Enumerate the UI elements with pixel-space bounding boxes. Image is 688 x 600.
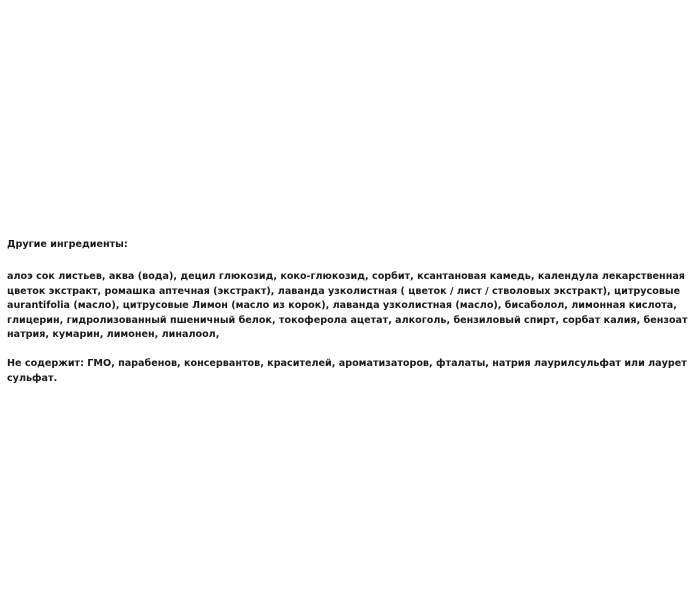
other-ingredients-heading: Другие ингредиенты: xyxy=(7,239,128,250)
ingredients-paragraph xyxy=(7,270,688,343)
free-from-line: сульфат. xyxy=(7,372,58,384)
free-from-paragraph xyxy=(7,357,687,386)
ingredients-line: цветок экстракт, ромашка аптечная (экстракт), лаванда узколистная ( цветок / лист / стволовых экстракт), цитрусовые xyxy=(7,285,681,297)
ingredients-line: aurantifolia (масло), цитрусовые Лимон (масло из корок), лаванда узколистная (масло), бисаболол, лимонная кислота, xyxy=(7,300,677,312)
ingredients-line: натрия, кумарин, лимонен, линалоол, xyxy=(7,329,220,341)
ingredients-document xyxy=(7,238,688,386)
free-from-line: Не содержит: ГМО, парабенов, консервантов, красителей, ароматизаторов, фталаты, натрия лаурилсульфат или лаурет xyxy=(7,357,687,369)
ingredients-line: алоэ сок листьев, аква (вода), децил глюкозид, коко-глюкозид, сорбит, ксантановая камедь, календула лекарственная xyxy=(7,271,685,282)
ingredients-line: глицерин, гидролизованный пшеничный белок, токоферола ацетат, алкоголь, бензиловый спирт, сорбат калия, бензоат xyxy=(7,314,688,326)
